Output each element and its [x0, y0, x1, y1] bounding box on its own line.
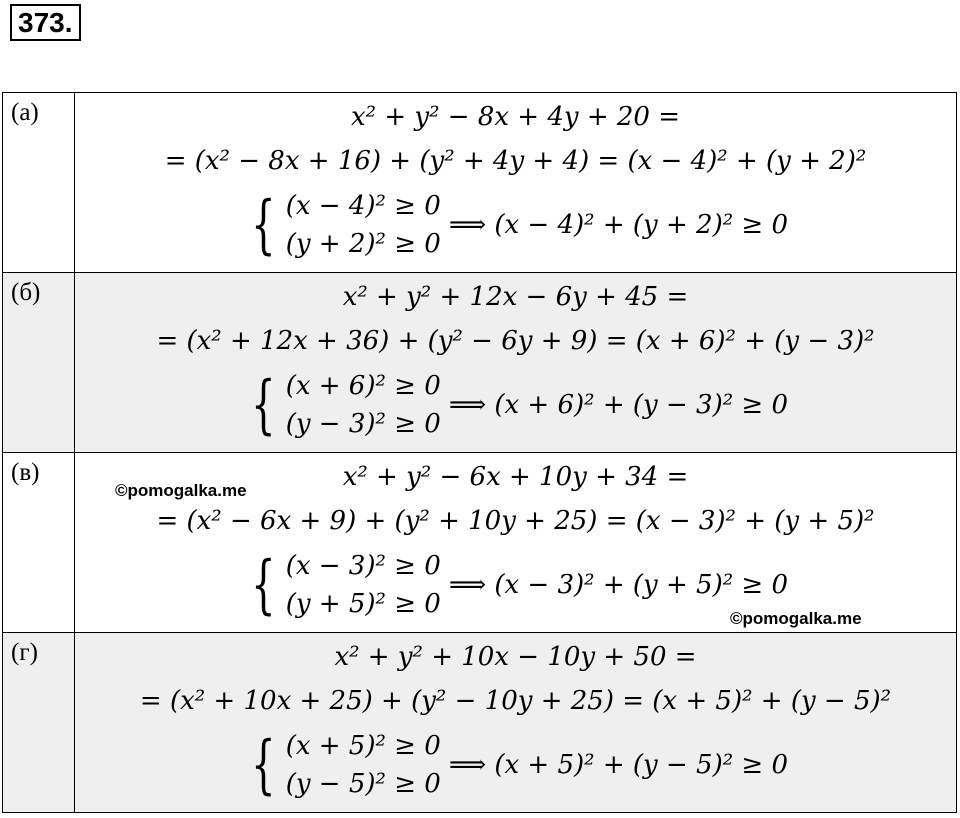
- system-line: (y − 5)² ≥ 0: [285, 769, 441, 799]
- math-cell: [75, 633, 957, 813]
- table-row: [3, 93, 957, 273]
- inequality-system: [75, 365, 956, 445]
- row-label: (б): [3, 273, 75, 453]
- inequality-system: [75, 725, 956, 805]
- row-label: (а): [3, 93, 75, 273]
- conclusion: ⟹ (x − 3)² + (y + 5)² ≥ 0: [448, 570, 789, 600]
- inequality-system: [75, 185, 956, 265]
- brace-icon: {: [251, 728, 276, 802]
- math-cell: [75, 93, 957, 273]
- watermark: ©pomogalka.me: [730, 609, 862, 628]
- factorization-line: = (x² + 12x + 36) + (y² − 6y + 9) = (x + 6)² + (y − 3)²: [156, 326, 875, 356]
- expression-line: x² + y² + 12x − 6y + 45 =: [342, 282, 689, 312]
- system-line: (y + 5)² ≥ 0: [285, 589, 441, 619]
- system-line: (y − 3)² ≥ 0: [285, 409, 441, 439]
- problem-number: 373.: [10, 4, 81, 41]
- system-line: (y + 2)² ≥ 0: [285, 229, 441, 259]
- expression-line: x² + y² − 6x + 10y + 34 =: [342, 462, 689, 492]
- solution-table: [2, 92, 957, 813]
- expression-line: x² + y² − 8x + 4y + 20 =: [350, 102, 681, 132]
- conclusion: ⟹ (x + 6)² + (y − 3)² ≥ 0: [448, 390, 789, 420]
- system-line: (x − 4)² ≥ 0: [285, 191, 441, 221]
- conclusion: ⟹ (x − 4)² + (y + 2)² ≥ 0: [448, 210, 789, 240]
- factorization-line: = (x² + 10x + 25) + (y² − 10y + 25) = (x + 5)² + (y − 5)²: [139, 686, 892, 716]
- brace-icon: {: [251, 548, 276, 622]
- brace-icon: {: [251, 368, 276, 442]
- math-cell: [75, 453, 957, 633]
- system-line: (x + 5)² ≥ 0: [285, 731, 441, 761]
- brace-icon: {: [251, 188, 276, 262]
- system-line: (x + 6)² ≥ 0: [285, 371, 441, 401]
- table-row: [3, 273, 957, 453]
- table-row: [3, 633, 957, 813]
- math-cell: [75, 273, 957, 453]
- watermark: ©pomogalka.me: [115, 481, 247, 500]
- factorization-line: = (x² − 6x + 9) + (y² + 10y + 25) = (x − 3)² + (y + 5)²: [156, 506, 875, 536]
- table-row: [3, 453, 957, 633]
- conclusion: ⟹ (x + 5)² + (y − 5)² ≥ 0: [448, 750, 789, 780]
- system-line: (x − 3)² ≥ 0: [285, 551, 441, 581]
- row-label: (в): [3, 453, 75, 633]
- row-label: (г): [3, 633, 75, 813]
- expression-line: x² + y² + 10x − 10y + 50 =: [334, 642, 697, 672]
- factorization-line: = (x² − 8x + 16) + (y² + 4y + 4) = (x − 4)² + (y + 2)²: [164, 146, 867, 176]
